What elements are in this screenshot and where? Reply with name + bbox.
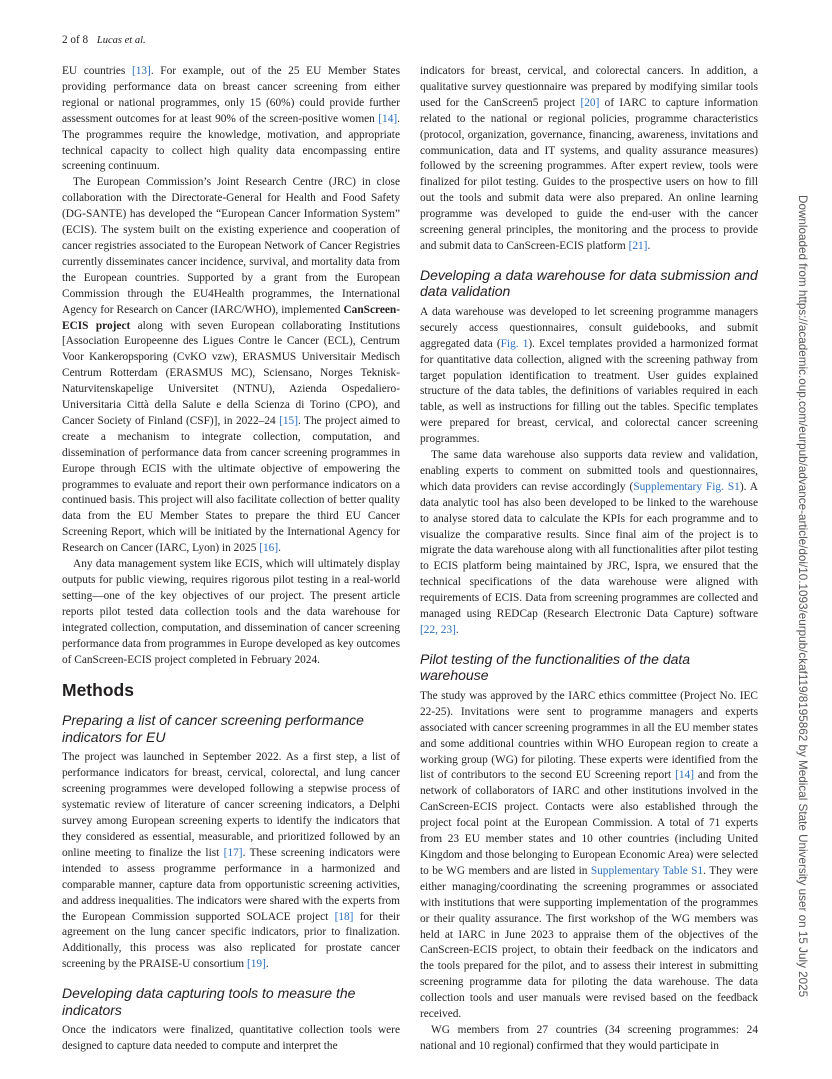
section-heading-warehouse: Developing a data warehouse for data submission and data validation — [420, 266, 758, 300]
text-run: A data warehouse was developed to let screening programme managers securely access questionnaires, consult guidebooks, and submit aggregated data ( — [420, 305, 758, 350]
pilot-paragraph-2: WG members from 27 countries (34 screening programmes: 24 national and 10 regional) confirmed that they would participate in — [420, 1023, 758, 1052]
page-number: 2 of 8 — [62, 34, 89, 46]
citation-link[interactable]: [19] — [246, 958, 266, 971]
pilot-paragraph-1 — [420, 689, 758, 1023]
citation-link[interactable]: [15] — [279, 414, 298, 427]
text-run: The project was launched in September 2022. As a first step, a list of performance indicators for breast, cervical, colorectal, and lung cancer screening programmes were developed following a stepwise process of systematic review of literature of cancer screening indicators, a Delphi survey among European screening experts to identify the indicators that they considered as essential, measurable, and prioritized followed by an online meeting to finalize the list — [62, 751, 400, 859]
citation-link[interactable]: [22, 23] — [420, 624, 456, 636]
text-run: ). A data analytic tool has also been developed to be linked to the warehouse to analyse stored data to calculate the KPIs for each programme and to visualize the comparative results. Since final aim of the project is to migrate the data warehouse along with all functionalities after pilot testing to ECIS platform being maintained by JRC, Ispra, we ensured that the technical specifications of the data warehouse were aligned with requirements of ECIS. Data from screening programmes are collected and managed using REDCap (Research Electronic Data Capture) software — [420, 480, 758, 621]
section-heading-indicators: Preparing a list of cancer screening performance indicators for EU — [62, 712, 364, 745]
text-run: . The programmes require the knowledge, motivation, and appropriate technical capacity to collect high quality data encompassing entire screening continuum. — [62, 112, 400, 173]
methods-paragraph-1 — [62, 750, 400, 973]
text-run: for their agreement on the lung cancer specific indicators, prior to finalization. Additionally, this process was also replicated for prostate cancer screening by the PRAISE-U consortium — [62, 910, 400, 971]
running-authors: Lucas et al. — [96, 35, 146, 46]
section-heading-tools: Developing data capturing tools to measure the indicators — [62, 985, 356, 1018]
citation-link[interactable]: [21] — [628, 239, 648, 252]
citation-link[interactable]: [16] — [259, 542, 279, 555]
section-heading-pilot: Pilot testing of the functionalities of the data warehouse — [420, 650, 691, 684]
intro-paragraph-2 — [62, 175, 400, 557]
citation-link[interactable]: [14] — [378, 112, 398, 125]
methods-paragraph-2: Once the indicators were finalized, quantitative collection tools were designed to capture data needed to compute and interpret the — [62, 1024, 400, 1053]
text-run: ). Excel templates provided a harmonized format for quantitative data collection, aligned with the screening pathway from target population identification to treatment. User guides explained structure of the data tables, the definitions of variables required in each table, as well as instructions for filling out the tables. Specific templates were prepared for breast, cervical, and colorectal cancer screening programmes. — [420, 337, 758, 446]
text-run: The same data warehouse also supports data review and validation, enabling experts to comment on submitted tools and questionnaires, which data providers can revise accordingly ( — [420, 449, 758, 493]
text-run: . For example, out of the 25 EU Member States providing performance data on breast cancer screening from either regional or national programmes, only 15 (60%) could provide further assessment outcomes for at least 90% of the screen-positive women — [62, 65, 401, 125]
left-column — [62, 64, 400, 1055]
text-run: of IARC to capture information related to the national or regional policies, programme characteristics (protocol, organization, governance, financing, awareness, invitations and communication, data and IT systems, and quality assurance measures) followed by the screening programmes. After expert review, tools were finalized for pilot testing. Guides to the prospective users on how to fill out the tools and submit data were also prepared. An online learning programme was developed to guide the end-user with the cancer screening general principles, the monitoring and the process to provide and submit data to CanScreen-ECIS platform — [420, 96, 758, 252]
running-header — [62, 34, 146, 46]
text-run: . — [647, 239, 651, 252]
supplementary-figure-link[interactable]: Supplementary Fig. S1 — [633, 480, 740, 493]
text-run: . — [455, 624, 459, 636]
citation-link[interactable]: [14] — [675, 769, 694, 782]
text-run: EU countries — [62, 65, 132, 77]
download-note: Downloaded from https://academic.oup.com/eurpub/advance-article/doi/10.1093/eurpub/ckaf119/8195862 by Medical State University user on 15 July 2025 — [796, 195, 809, 998]
right-column — [420, 64, 758, 1055]
intro-paragraph-1 — [62, 64, 400, 175]
text-run: indicators for breast, cervical, and colorectal cancers. In addition, a qualitative survey questionnaire was prepared by modifying similar tools used for the CanScreen5 project — [420, 65, 758, 109]
citation-link[interactable]: [17] — [223, 846, 243, 859]
citation-link[interactable]: [18] — [334, 910, 354, 923]
citation-link[interactable]: [13] — [131, 65, 151, 77]
text-run: . The project aimed to create a mechanism to integrate collection, computation, and dissemination of performance data from cancer screening programmes in Europe through ECIS with the ultimate objective of empowering the programmes to evaluate and report their own performance indicators on a continued basis. This project will also facilitate collection of better quality data from the EU Member States to prepare the third EU Cancer Screening Report, which will be initiated by the International Agency for Research on Cancer (IARC, Lyon) in 2025 — [62, 414, 400, 555]
text-run: The European Commission’s Joint Research Centre (JRC) in close collaboration with the Directorate-General for Health and Food Safety (DG-SANTE) has developed the “European Cancer Information System” (ECIS). The system built on the existing experience and cooperation of cancer registries associated to the European Network of Cancer Registries currently disseminates cancer incidence, survival, and mortality data from the European countries. Supported by a grant from the European Commission through the EU4Health programmes, the International Agency for Research on Cancer (IARC/WHO), implemented — [62, 176, 400, 316]
tools-paragraph — [420, 64, 758, 255]
warehouse-paragraph-2 — [420, 448, 758, 639]
methods-heading: Methods — [62, 680, 134, 701]
text-run: and from the network of collaborators of IARC and other institutions involved in the CanScreen-ECIS project. Contacts were also established through the project focal point at the European Commission. A total of 71 experts from 23 EU member states and 10 other countries (including United Kingdom and those belonging to European Economic Area) were selected to be WG members and are listed in — [420, 769, 758, 877]
text-run: . They were either managing/coordinating the screening programmes or associated with institutions that were supporting implementation of the programmes or their quality assurance. The first workshop of the WG members was held at IARC in June 2023 to appraise them of the objectives of the CanScreen-ECIS project, to obtain their feedback on the indicators and the tools prepared for the pilot, and to assess their interest in submitting screening programme data for piloting the data warehouse. The data collection tools and user manuals were revised based on the feedback received. — [420, 864, 758, 1021]
intro-paragraph-3: Any data management system like ECIS, which will ultimately display outputs for public viewing, requires rigorous pilot testing in a real-world setting—one of the key objectives of our project. The present article reports pilot tested data collection tools and the data warehouse for integrated collection, computation, and dissemination of cancer screening performance data from programmes in Europe developed as key outcomes of CanScreen-ECIS project completed in February 2024. — [62, 558, 400, 666]
text-run: along with seven European collaborating Institutions [Association Europeenne des Ligues Contre le Cancer (ECL), Centrum Voor Kankeropsporing (CvKO vzw), ERASMUS Universitair Medisch Centrum Rotterdam (ERASMUS MC), Sciensano, Norges Teknisk-Naturvitenskapelige Universitet (NTNU), Azienda Ospedaliero-Universitaria Città della Salute e della Scienza di Torino (CPO), and Cancer Society of Finland (CSF)], in 2022–24 — [62, 319, 400, 427]
download-watermark — [797, 195, 813, 1015]
supplementary-table-link[interactable]: Supplementary Table S1 — [590, 864, 704, 877]
text-run: . — [265, 958, 269, 971]
text-run: . These screening indicators were intended to assess programme performance in a harmonized and comparable manner, capture data from opportunistic screening activities, and address inequalities. The indicators were shared with the experts from the European Commission supported SOLACE project — [62, 846, 400, 923]
text-run: . — [278, 542, 281, 555]
citation-link[interactable]: [20] — [580, 96, 600, 109]
project-name: CanScreen-ECIS project — [62, 303, 400, 332]
warehouse-paragraph-1 — [420, 305, 758, 448]
text-run: The study was approved by the IARC ethics committee (Project No. IEC 22-25). Invitations were sent to programme managers and experts associated with cancer screening programmes in all the EU member states and some additional countries within WHO European region to create a working group (WG) for piloting. These experts were identified from the list of contributors to the second EU Screening report — [420, 689, 758, 782]
figure-link[interactable]: Fig. 1 — [500, 337, 529, 350]
